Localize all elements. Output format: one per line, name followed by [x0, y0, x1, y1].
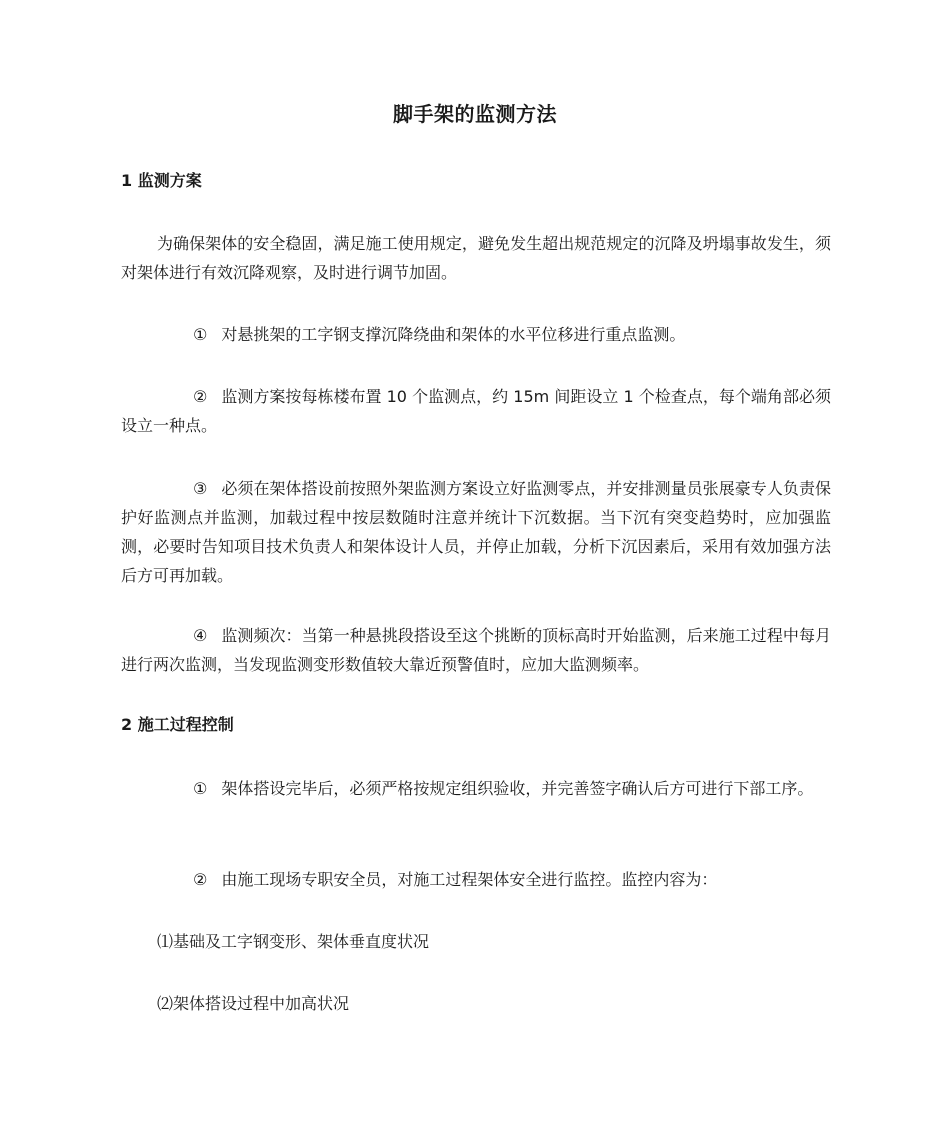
- sub-item-1: [121, 927, 831, 956]
- section-heading-process-control: 2 施工过程控制: [121, 715, 234, 734]
- list-item-text: 监测频次：当第一种悬挑段搭设至这个挑断的顶标高时开始监测，后来施工过程中每月进行两次监测，当发现监测变形数值较大靠近预警值时，应加大监测频率。: [121, 626, 831, 674]
- list-marker: ②: [193, 870, 208, 889]
- list-item-text: 架体搭设完毕后，必须严格按规定组织验收，并完善签字确认后方可进行下部工序。: [221, 779, 814, 798]
- list-item-text: 由施工现场专职安全员，对施工过程架体安全进行监控。监控内容为：: [221, 870, 718, 889]
- sub-item-text: 架体搭设过程中加高状况: [173, 994, 350, 1013]
- list-item-1-4: [121, 621, 831, 679]
- sub-item-2: [121, 989, 831, 1018]
- list-item-text: 必须在架体搭设前按照外架监测方案设立好监测零点，并安排测量员张展豪专人负责保护好监测点并监测，加载过程中按层数随时注意并统计下沉数据。当下沉有突变趋势时，应加强监测，必要时告知项目技术负责人和架体设计人员，并停止加载，分析下沉因素后，采用有效加强方法后方可再加载。: [121, 479, 831, 585]
- sub-item-marker: ⑵: [157, 994, 174, 1013]
- sub-item-text: 基础及工字钢变形、架体垂直度状况: [173, 932, 430, 951]
- list-marker: ①: [193, 325, 208, 344]
- list-item-1-2: [121, 382, 831, 440]
- list-marker: ②: [193, 387, 208, 406]
- paragraph-intro: [121, 229, 831, 287]
- list-item-1-1: [121, 320, 831, 349]
- list-item-text: 监测方案按每栋楼布置 10 个监测点，约 15m 间距设立 1 个检查点，每个端角部必须设立一种点。: [121, 387, 831, 435]
- list-item-2-2: [121, 865, 831, 894]
- list-marker: ④: [193, 626, 208, 645]
- document-title: 脚手架的监测方法: [393, 102, 557, 126]
- list-marker: ③: [193, 479, 208, 498]
- paragraph-text: 为确保架体的安全稳固，满足施工使用规定，避免发生超出规范规定的沉降及坍塌事故发生，须对架体进行有效沉降观察，及时进行调节加固。: [121, 234, 831, 282]
- list-marker: ①: [193, 779, 208, 798]
- list-item-text: 对悬挑架的工字钢支撑沉降绕曲和架体的水平位移进行重点监测。: [221, 325, 686, 344]
- list-item-1-3: [121, 474, 831, 590]
- section-heading-monitoring-plan: 1 监测方案: [121, 171, 202, 190]
- list-item-2-1: [121, 774, 831, 803]
- sub-item-marker: ⑴: [157, 932, 174, 951]
